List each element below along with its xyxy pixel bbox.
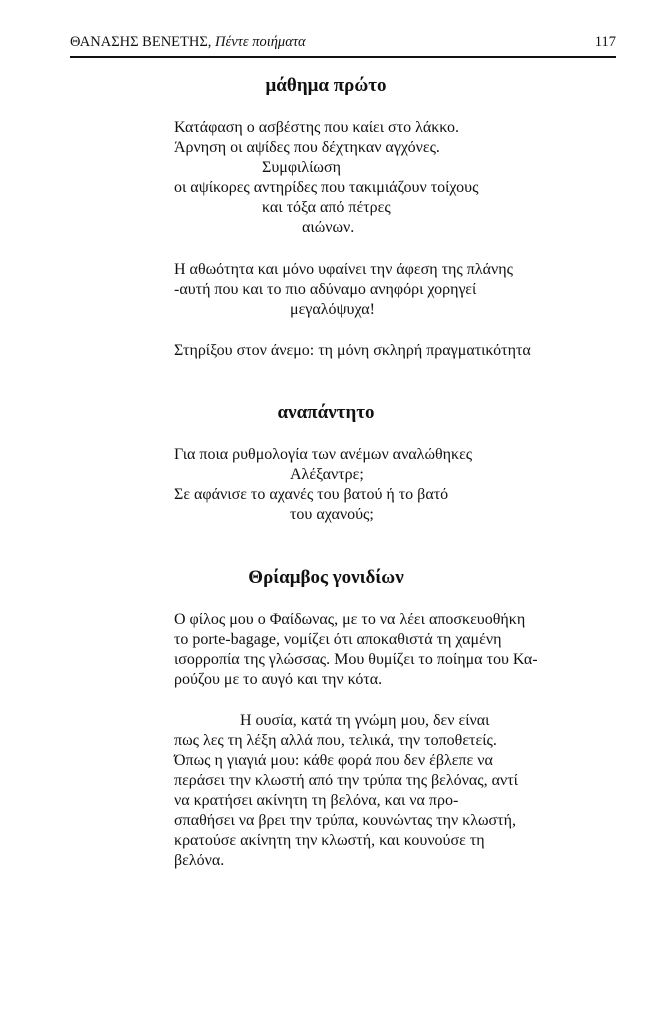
poem-line: οι αψίκορες αντηρίδες που τακιμιάζουν τοίχους — [174, 179, 479, 196]
poem-line: Σε αφάνισε το αχανές του βατού ή το βατό — [174, 486, 449, 503]
poem-line: Άρνηση οι αψίδες που δέχτηκαν αγχόνες. — [174, 139, 440, 156]
poem-title-2: αναπάντητο — [277, 402, 375, 423]
poem-line: πως λες τη λέξη αλλά που, τελικά, την τοποθετείς. — [174, 732, 497, 749]
poem-title-1: μάθημα πρώτο — [265, 75, 387, 96]
poem-line: αιώνων. — [302, 219, 355, 236]
poem-line: Η αθωότητα και μόνο υφαίνει την άφεση της πλάνης — [174, 261, 513, 278]
header-rule — [70, 56, 616, 58]
header-author: ΘΑΝΑΣΗΣ ΒΕΝΕΤΗΣ, — [70, 34, 212, 50]
poem-line: Στηρίξου στον άνεμο: τη μόνη σκληρή πραγματικότητα — [174, 342, 531, 359]
poem-line: ρούζου με το αυγό και την κότα. — [174, 671, 383, 688]
poem-line: κρατούσε ακίνητη την κλωστή, και κουνούσε τη — [174, 832, 485, 849]
poem-line: του αχανούς; — [290, 506, 374, 523]
poem-line: Για ποια ρυθμολογία των ανέμων αναλώθηκες — [174, 446, 473, 463]
poem-line: ισορροπία της γλώσσας. Μου θυμίζει το ποίημα του Κα- — [174, 651, 538, 668]
header-book-title: Πέντε ποιήματα — [215, 34, 306, 50]
poem-line: Η ουσία, κατά τη γνώμη μου, δεν είναι — [240, 712, 490, 729]
poem-line: και τόξα από πέτρες — [262, 199, 391, 216]
poem-line: σπαθήσει να βρει την τρύπα, κουνώντας την κλωστή, — [174, 812, 516, 829]
poem-line: μεγαλόψυχα! — [290, 301, 375, 318]
poem-line: περάσει την κλωστή από την τρύπα της βελόνας, αντί — [174, 772, 518, 789]
poem-line: Όπως η γιαγιά μου: κάθε φορά που δεν έβλεπε να — [174, 752, 493, 769]
poem-line: Συμφιλίωση — [262, 159, 341, 176]
poem-line: Ο φίλος μου ο Φαίδωνας, με το να λέει αποσκευοθήκη — [174, 611, 526, 628]
poem-line: βελόνα. — [174, 852, 225, 869]
poem-line: -αυτή που και το πιο αδύναμο ανηφόρι χορηγεί — [174, 281, 477, 298]
poem-line: να κρατήσει ακίνητη τη βελόνα, και να προ- — [174, 792, 459, 809]
header-author-and-title — [70, 32, 306, 52]
poem-line: το porte-bagage, νομίζει ότι αποκαθιστά τη χαμένη — [174, 631, 502, 648]
poem-line: Αλέξαντρε; — [290, 466, 364, 483]
poem-line: Κατάφαση ο ασβέστης που καίει στο λάκκο. — [174, 119, 459, 136]
page-number: 117 — [594, 34, 616, 50]
poem-title-3: Θρίαμβος γονιδίων — [248, 567, 404, 588]
